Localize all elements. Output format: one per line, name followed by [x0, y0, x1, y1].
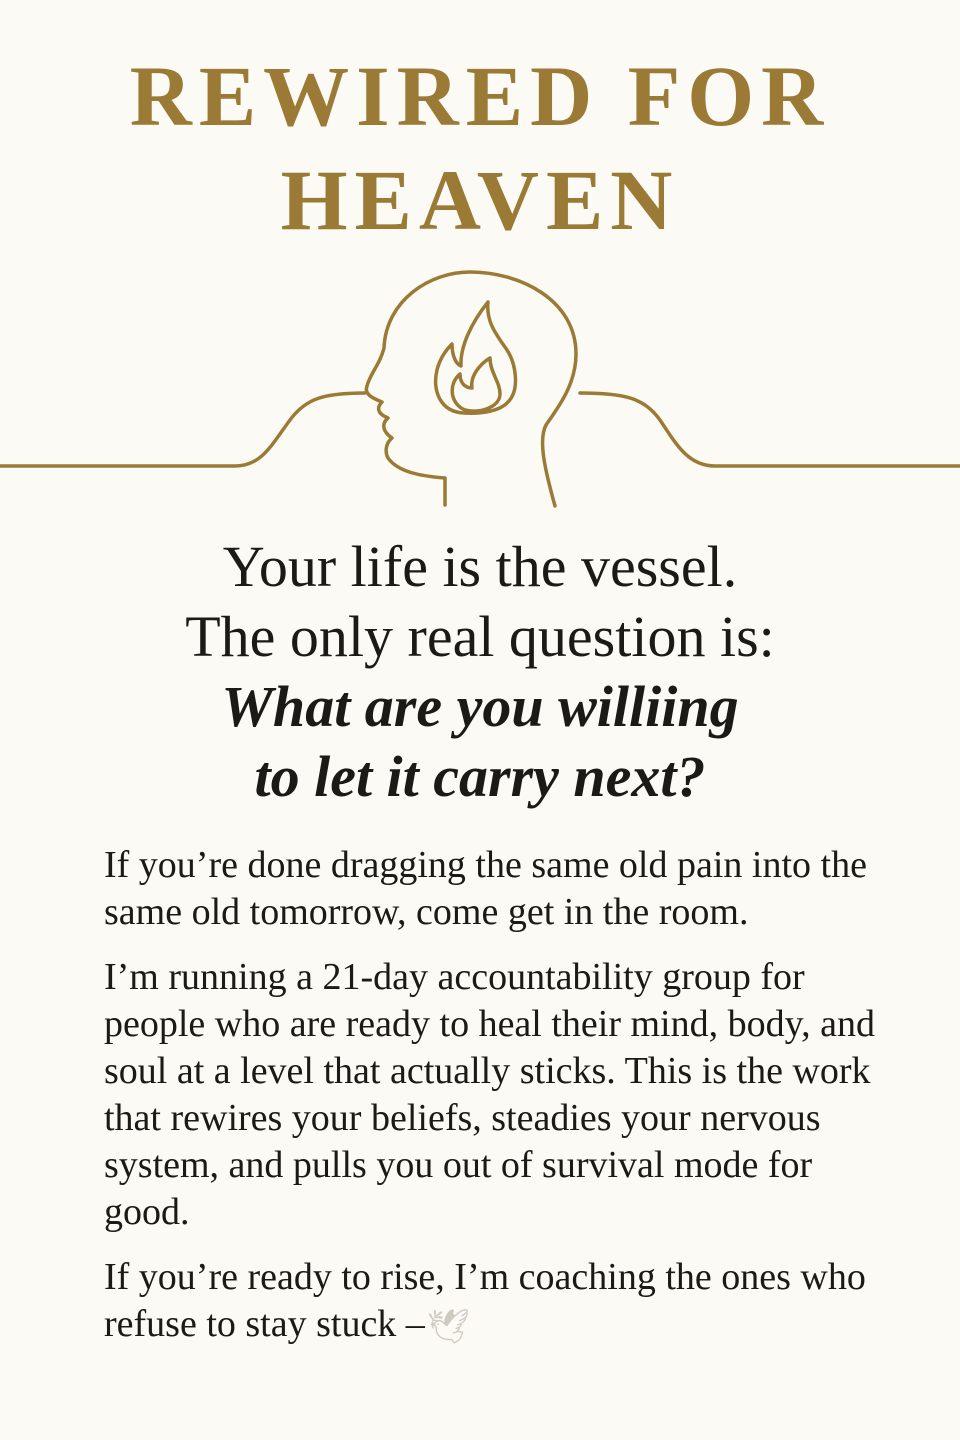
headline-line-4: to let it carry next? [254, 744, 706, 809]
head-flame-emblem [0, 260, 960, 520]
poster-title [0, 44, 960, 252]
flame-icon [436, 302, 516, 413]
headline-line-2: The only real question is: [185, 604, 775, 669]
paragraph-3-text: If you’re ready to rise, I’m coaching the ones who refuse to stay stuck – [104, 1256, 866, 1345]
headline [0, 532, 960, 812]
paragraph-2: I’m running a 21-day accountability group for people who are ready to heal their mind, body, and soul at a level that actually sticks. This is the work that rewires your beliefs, steadies your nervous system, and pulls you out of survival mode for good. [104, 956, 876, 1233]
title-line-2: HEAVEN [280, 152, 680, 248]
dove-icon: 🕊 [426, 1309, 470, 1346]
paragraph-1: If you’re done dragging the same old pain into the same old tomorrow, come get in the room. [104, 844, 867, 933]
headline-line-1: Your life is the vessel. [222, 534, 738, 599]
horizon-line [580, 393, 960, 466]
horizon-line [0, 393, 365, 466]
title-line-1: REWIRED FOR [129, 48, 831, 144]
headline-line-3: What are you williing [221, 674, 739, 739]
paragraph-3 [104, 1254, 904, 1351]
body-copy [104, 842, 904, 1369]
